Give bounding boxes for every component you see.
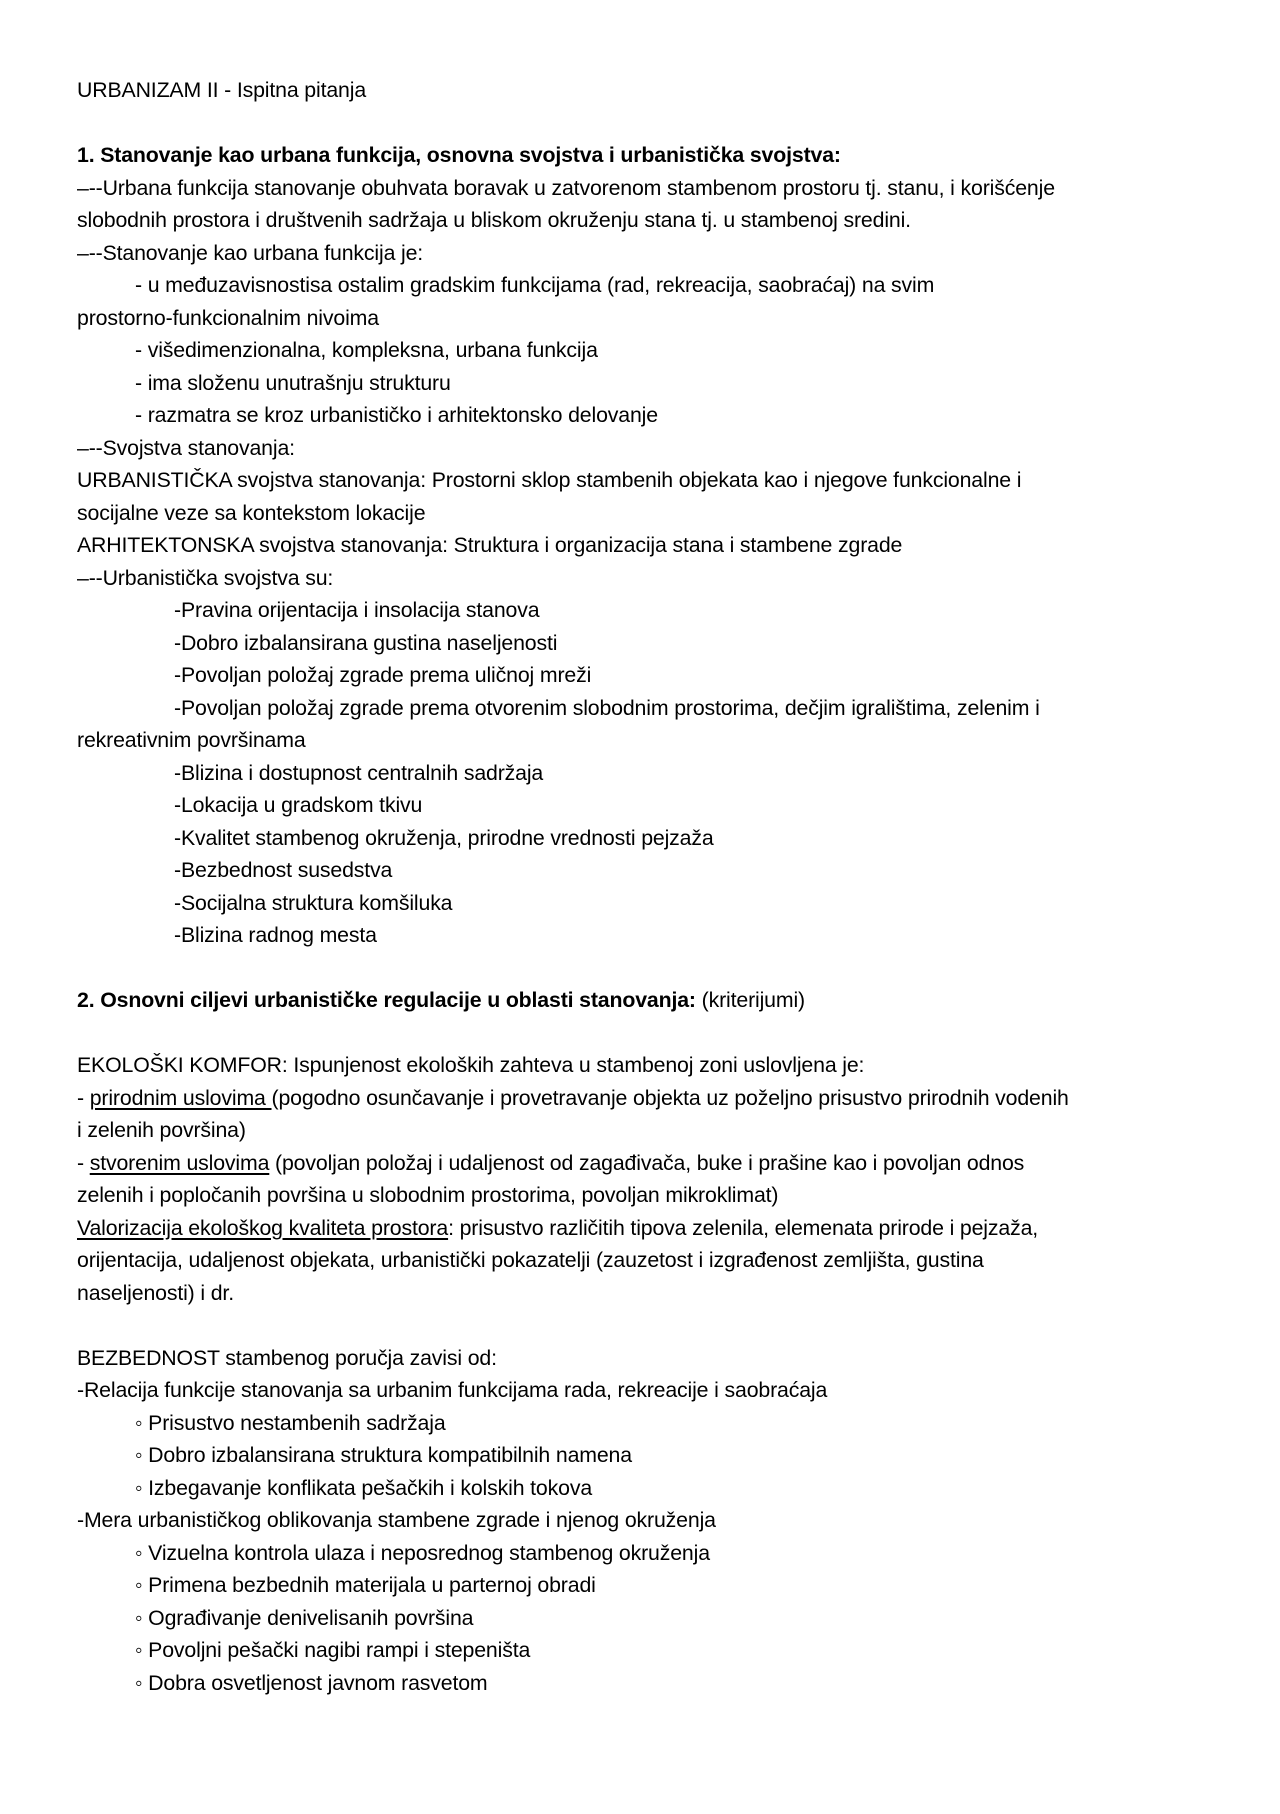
bullet-item: ◦ Izbegavanje konflikata pešačkih i kolskih tokova bbox=[135, 1475, 593, 1500]
document-title: URBANIZAM II - Ispitna pitanja bbox=[77, 78, 367, 102]
list-item: -Pravina orijentacija i insolacija stanova bbox=[174, 598, 540, 622]
document-body bbox=[77, 74, 1205, 1699]
list-item: -Bezbednost susedstva bbox=[174, 858, 393, 882]
paragraph: slobodnih prostora i društvenih sadržaja u bliskom okruženju stana tj. u stambenoj sredini. bbox=[77, 208, 911, 232]
spacer bbox=[77, 952, 1205, 985]
paragraph: –--Urbanistička svojstva su: bbox=[77, 565, 334, 590]
list-item-continuation: rekreativnim površinama bbox=[77, 728, 306, 752]
text: : prisustvo različitih tipova zelenila, elemenata prirode i pejzaža, bbox=[448, 1215, 1039, 1240]
text: (povoljan položaj i udaljenost od zagađivača, buke i prašine kao i povoljan odnos bbox=[269, 1150, 1025, 1175]
list-item bbox=[77, 1147, 1205, 1180]
underlined-term: Valorizacija ekološkog kvaliteta prostora bbox=[77, 1215, 449, 1240]
text: (pogodno osunčavanje i provetravanje objekta uz poželjno prisustvo prirodnih vodenih bbox=[271, 1085, 1069, 1110]
paragraph: socijalne veze sa kontekstom lokacije bbox=[77, 500, 426, 525]
underlined-term: stvorenim uslovima bbox=[89, 1150, 270, 1175]
bullet-item: ◦ Dobra osvetljenost javnom rasvetom bbox=[135, 1670, 488, 1695]
paragraph: orijentacija, udaljenost objekata, urbanistički pokazatelji (zauzetost i izgrađenost zemljišta, gustina bbox=[77, 1248, 984, 1272]
list-item: - u međuzavisnostisa ostalim gradskim funkcijama (rad, rekreacija, saobraćaj) na svim bbox=[135, 273, 935, 297]
paragraph: -Mera urbanističkog oblikovanja stambene zgrade i njenog okruženja bbox=[77, 1508, 716, 1532]
list-item-continuation: prostorno-funkcionalnim nivoima bbox=[77, 305, 379, 330]
bullet-item: ◦ Dobro izbalansirana struktura kompatibilnih namena bbox=[135, 1443, 632, 1467]
paragraph: naseljenosti) i dr. bbox=[77, 1280, 234, 1305]
list-item: -Dobro izbalansirana gustina naseljenosti bbox=[174, 630, 558, 655]
list-item: -Socijalna struktura komšiluka bbox=[174, 890, 453, 915]
paragraph: –--Stanovanje kao urbana funkcija je: bbox=[77, 240, 424, 265]
bullet-item: ◦ Povoljni pešački nagibi rampi i stepeništa bbox=[135, 1638, 531, 1662]
paragraph: -Relacija funkcije stanovanja sa urbanim funkcijama rada, rekreacije i saobraćaja bbox=[77, 1378, 828, 1402]
paragraph bbox=[77, 1212, 1205, 1245]
spacer bbox=[77, 1309, 1205, 1342]
dash: - bbox=[77, 1150, 90, 1175]
list-item-continuation: zelenih i popločanih površina u slobodnim prostorima, povoljan mikroklimat) bbox=[77, 1183, 779, 1207]
question-2-heading-note: (kriterijumi) bbox=[695, 988, 805, 1012]
question-2-heading bbox=[77, 984, 1205, 1017]
list-item: -Kvalitet stambenog okruženja, prirodne vrednosti pejzaža bbox=[174, 825, 714, 850]
spacer bbox=[77, 1017, 1205, 1050]
list-item: -Lokacija u gradskom tkivu bbox=[174, 793, 423, 817]
paragraph: BEZBEDNOST stambenog poručja zavisi od: bbox=[77, 1345, 497, 1370]
question-1-heading: 1. Stanovanje kao urbana funkcija, osnovna svojstva i urbanistička svojstva: bbox=[77, 143, 841, 167]
bullet-item: ◦ Ograđivanje denivelisanih površina bbox=[135, 1605, 474, 1630]
list-item: - višedimenzionalna, kompleksna, urbana funkcija bbox=[135, 338, 598, 362]
paragraph: EKOLOŠKI KOMFOR: Ispunjenost ekoloških zahteva u stambenoj zoni uslovljena je: bbox=[77, 1053, 865, 1077]
list-item: -Povoljan položaj zgrade prema uličnoj mreži bbox=[174, 663, 592, 687]
question-2-heading-bold: 2. Osnovni ciljevi urbanističke regulacije u oblasti stanovanja: bbox=[77, 988, 696, 1012]
paragraph: –--Svojstva stanovanja: bbox=[77, 435, 295, 460]
list-item: -Blizina i dostupnost centralnih sadržaja bbox=[174, 760, 544, 785]
paragraph: URBANISTIČKA svojstva stanovanja: Prostorni sklop stambenih objekata kao i njegove funkcionalne i bbox=[77, 468, 1022, 492]
list-item: - ima složenu unutrašnju strukturu bbox=[135, 370, 451, 395]
dash: - bbox=[77, 1085, 90, 1110]
spacer bbox=[77, 107, 1205, 140]
paragraph: ARHITEKTONSKA svojstva stanovanja: Struktura i organizacija stana i stambene zgrade bbox=[77, 533, 903, 557]
paragraph: –--Urbana funkcija stanovanje obuhvata boravak u zatvorenom stambenom prostoru tj. stanu, i korišćenje bbox=[77, 175, 1055, 200]
underlined-term: prirodnim uslovima bbox=[89, 1085, 272, 1110]
list-item: - razmatra se kroz urbanističko i arhitektonsko delovanje bbox=[135, 403, 658, 427]
bullet-item: ◦ Vizuelna kontrola ulaza i neposrednog stambenog okruženja bbox=[135, 1540, 710, 1565]
list-item-continuation: i zelenih površina) bbox=[77, 1118, 246, 1142]
list-item: -Blizina radnog mesta bbox=[174, 923, 377, 947]
list-item: -Povoljan položaj zgrade prema otvorenim slobodnim prostorima, dečjim igralištima, zelenim i bbox=[174, 695, 1040, 720]
bullet-item: ◦ Prisustvo nestambenih sadržaja bbox=[135, 1410, 446, 1435]
list-item bbox=[77, 1082, 1205, 1115]
bullet-item: ◦ Primena bezbednih materijala u parternoj obradi bbox=[135, 1573, 596, 1597]
